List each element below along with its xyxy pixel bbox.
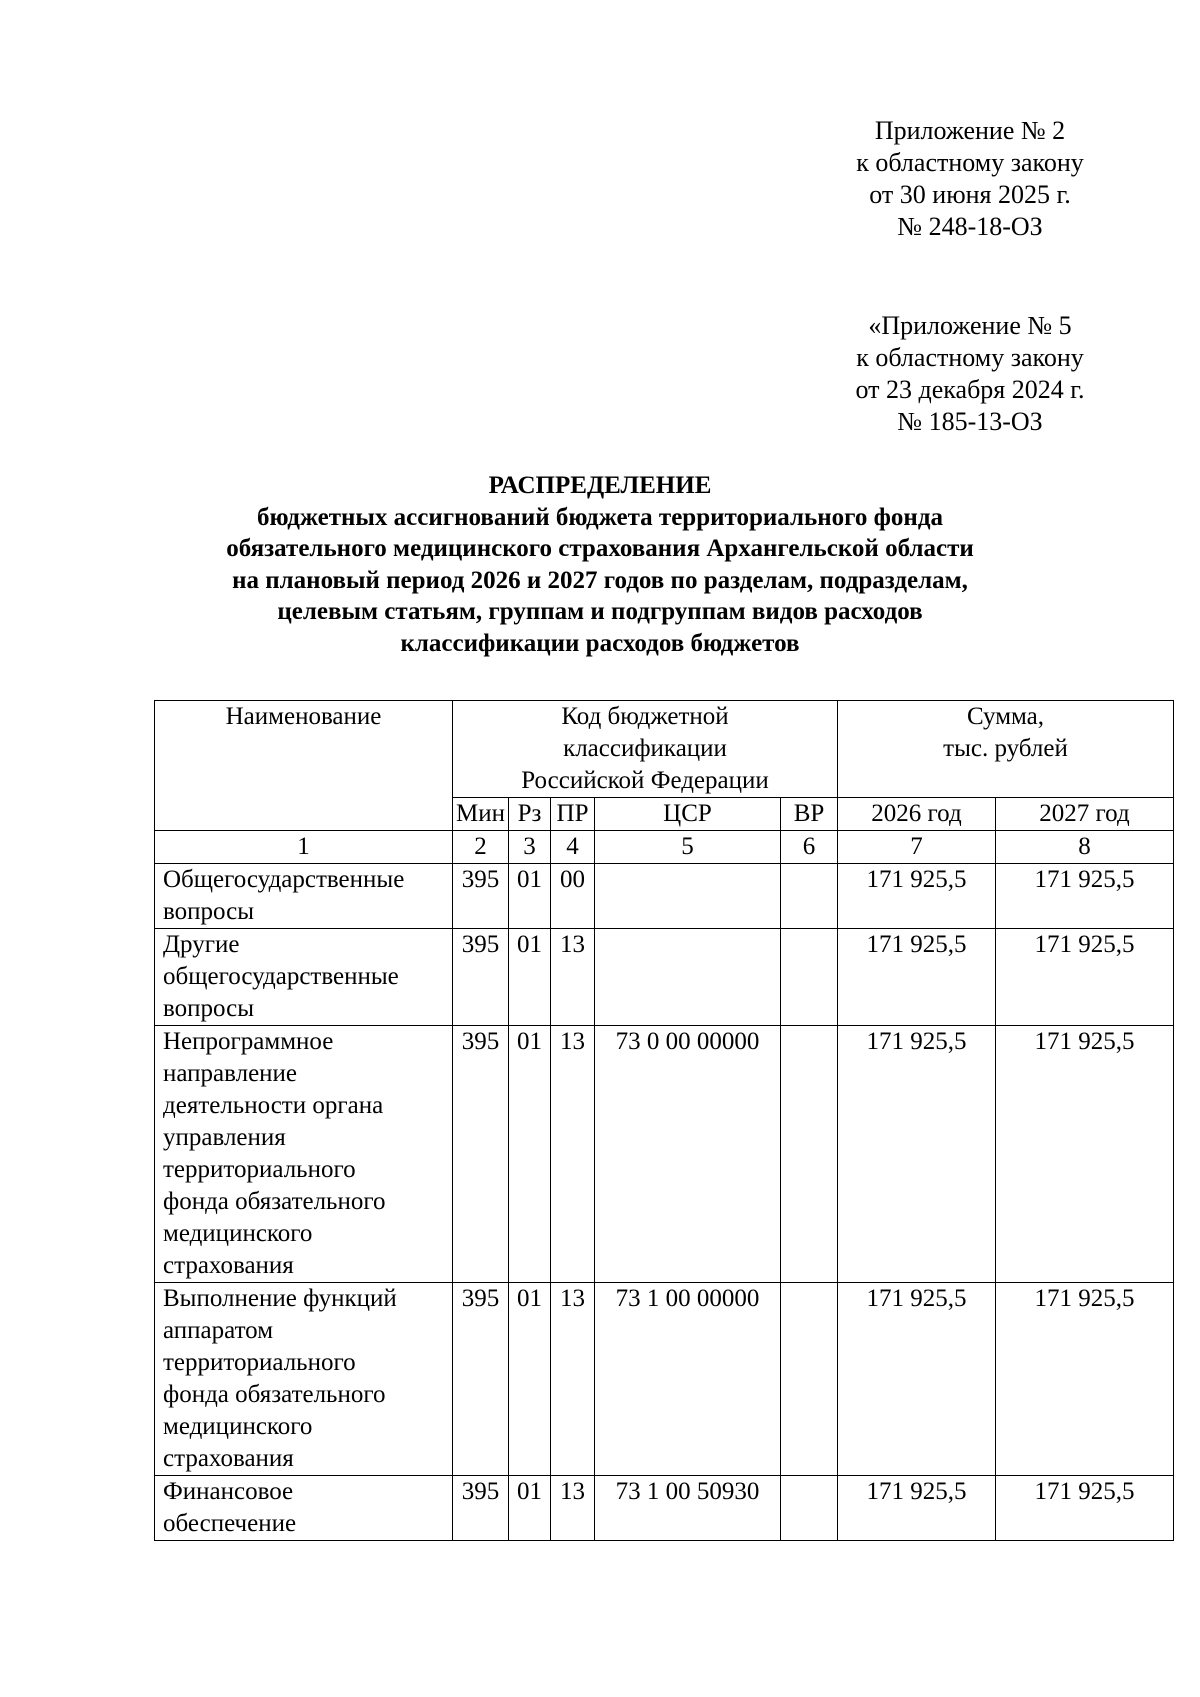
appendix-previous-reference bbox=[820, 310, 1120, 438]
header-year-2027: 2027 год bbox=[996, 798, 1174, 831]
row-csr bbox=[595, 864, 781, 929]
row-sum-2027: 171 925,5 bbox=[996, 864, 1174, 929]
row-name-line: общегосударственные bbox=[163, 963, 399, 990]
row-pr: 13 bbox=[551, 929, 595, 1026]
row-name bbox=[155, 864, 453, 929]
row-name bbox=[155, 1026, 453, 1283]
row-name bbox=[155, 929, 453, 1026]
table-row bbox=[155, 929, 1174, 1026]
row-vr bbox=[781, 1476, 838, 1541]
row-name-line: вопросы bbox=[163, 898, 255, 925]
row-sum-2027: 171 925,5 bbox=[996, 1026, 1174, 1283]
column-number: 7 bbox=[838, 831, 996, 864]
header-sum-line-2: тыс. рублей bbox=[943, 735, 1068, 762]
row-name-line: страхования bbox=[163, 1445, 294, 1472]
row-sum-2027: 171 925,5 bbox=[996, 929, 1174, 1026]
header-code-line-1: Код бюджетной bbox=[561, 703, 729, 730]
row-name-line: Другие bbox=[163, 931, 240, 958]
row-name-line: территориального bbox=[163, 1349, 356, 1376]
row-vr bbox=[781, 1026, 838, 1283]
appendix-current-line-3: от 30 июня 2025 г. bbox=[869, 180, 1071, 209]
row-name-line: обеспечение bbox=[163, 1510, 297, 1537]
row-name-line: деятельности органа bbox=[163, 1092, 384, 1119]
header-row-main bbox=[155, 701, 1174, 798]
column-number-row bbox=[155, 831, 1174, 864]
table-row bbox=[155, 1026, 1174, 1283]
table-row bbox=[155, 1476, 1174, 1541]
table-row bbox=[155, 864, 1174, 929]
column-number: 8 bbox=[996, 831, 1174, 864]
row-name bbox=[155, 1476, 453, 1541]
budget-table bbox=[154, 700, 1174, 1541]
title-line-3: на плановый период 2026 и 2027 годов по разделам, подразделам, bbox=[232, 566, 968, 594]
header-sum-line-1: Сумма, bbox=[966, 703, 1045, 730]
row-vr bbox=[781, 864, 838, 929]
header-csr: ЦСР bbox=[595, 798, 781, 831]
document-title bbox=[150, 470, 1050, 659]
column-number: 3 bbox=[509, 831, 551, 864]
row-sum-2026: 171 925,5 bbox=[838, 1476, 996, 1541]
appendix-current-line-1: Приложение № 2 bbox=[874, 116, 1066, 145]
table-row bbox=[155, 1283, 1174, 1476]
row-csr: 73 1 00 00000 bbox=[595, 1283, 781, 1476]
row-name-line: территориального bbox=[163, 1156, 356, 1183]
row-rz: 01 bbox=[509, 1283, 551, 1476]
column-number: 6 bbox=[781, 831, 838, 864]
row-min: 395 bbox=[453, 864, 509, 929]
header-min: Мин bbox=[453, 798, 509, 831]
row-name bbox=[155, 1283, 453, 1476]
header-rz: Рз bbox=[509, 798, 551, 831]
title-line-1: бюджетных ассигнований бюджета территориального фонда bbox=[257, 503, 943, 531]
row-csr: 73 1 00 50930 bbox=[595, 1476, 781, 1541]
row-name-line: медицинского bbox=[163, 1220, 313, 1247]
title-line-4: целевым статьям, группам и подгруппам видов расходов bbox=[277, 598, 923, 625]
row-name-line: Общегосударственные bbox=[163, 866, 405, 893]
header-pr: ПР bbox=[551, 798, 595, 831]
column-number: 4 bbox=[551, 831, 595, 864]
header-name-text: Наименование bbox=[225, 703, 382, 730]
row-sum-2027: 171 925,5 bbox=[996, 1476, 1174, 1541]
row-pr: 00 bbox=[551, 864, 595, 929]
row-name-line: Выполнение функций bbox=[163, 1285, 397, 1312]
row-rz: 01 bbox=[509, 1026, 551, 1283]
appendix-current-line-4: № 248-18-ОЗ bbox=[897, 212, 1043, 241]
header-sum bbox=[838, 701, 1174, 798]
header-code-line-3: Российской Федерации bbox=[521, 767, 769, 794]
row-vr bbox=[781, 929, 838, 1026]
row-pr: 13 bbox=[551, 1283, 595, 1476]
row-name-line: направление bbox=[163, 1060, 298, 1087]
title-line-2: обязательного медицинского страхования Архангельской области bbox=[226, 535, 974, 562]
row-rz: 01 bbox=[509, 864, 551, 929]
appendix-previous-line-3: от 23 декабря 2024 г. bbox=[855, 375, 1085, 404]
appendix-current-line-2: к областному закону bbox=[856, 148, 1084, 177]
title-line-5: классификации расходов бюджетов bbox=[400, 629, 800, 657]
row-name-line: вопросы bbox=[163, 995, 255, 1022]
row-vr bbox=[781, 1283, 838, 1476]
appendix-previous-line-1: «Приложение № 5 bbox=[868, 311, 1072, 340]
column-number: 2 bbox=[453, 831, 509, 864]
column-number: 5 bbox=[595, 831, 781, 864]
row-pr: 13 bbox=[551, 1476, 595, 1541]
header-code bbox=[453, 701, 838, 798]
row-rz: 01 bbox=[509, 929, 551, 1026]
row-rz: 01 bbox=[509, 1476, 551, 1541]
header-name bbox=[155, 701, 453, 831]
row-sum-2026: 171 925,5 bbox=[838, 1026, 996, 1283]
row-name-line: страхования bbox=[163, 1252, 294, 1279]
row-sum-2026: 171 925,5 bbox=[838, 929, 996, 1026]
row-csr bbox=[595, 929, 781, 1026]
row-name-line: управления bbox=[163, 1124, 286, 1151]
column-number: 1 bbox=[155, 831, 453, 864]
row-sum-2026: 171 925,5 bbox=[838, 864, 996, 929]
appendix-current-reference bbox=[820, 115, 1120, 243]
row-min: 395 bbox=[453, 1283, 509, 1476]
row-name-line: аппаратом bbox=[163, 1317, 274, 1344]
row-csr: 73 0 00 00000 bbox=[595, 1026, 781, 1283]
row-name-line: Непрограммное bbox=[163, 1028, 334, 1055]
appendix-previous-line-2: к областному закону bbox=[856, 343, 1084, 372]
row-sum-2027: 171 925,5 bbox=[996, 1283, 1174, 1476]
row-pr: 13 bbox=[551, 1026, 595, 1283]
row-name-line: фонда обязательного bbox=[163, 1188, 386, 1215]
row-name-line: фонда обязательного bbox=[163, 1381, 386, 1408]
title-heading: РАСПРЕДЕЛЕНИЕ bbox=[488, 472, 712, 499]
row-name-line: медицинского bbox=[163, 1413, 313, 1440]
row-sum-2026: 171 925,5 bbox=[838, 1283, 996, 1476]
row-min: 395 bbox=[453, 1476, 509, 1541]
appendix-previous-line-4: № 185-13-ОЗ bbox=[897, 407, 1043, 436]
row-min: 395 bbox=[453, 929, 509, 1026]
row-name-line: Финансовое bbox=[163, 1478, 294, 1505]
header-year-2026: 2026 год bbox=[838, 798, 996, 831]
row-min: 395 bbox=[453, 1026, 509, 1283]
header-vr: ВР bbox=[781, 798, 838, 831]
header-code-line-2: классификации bbox=[563, 735, 727, 762]
